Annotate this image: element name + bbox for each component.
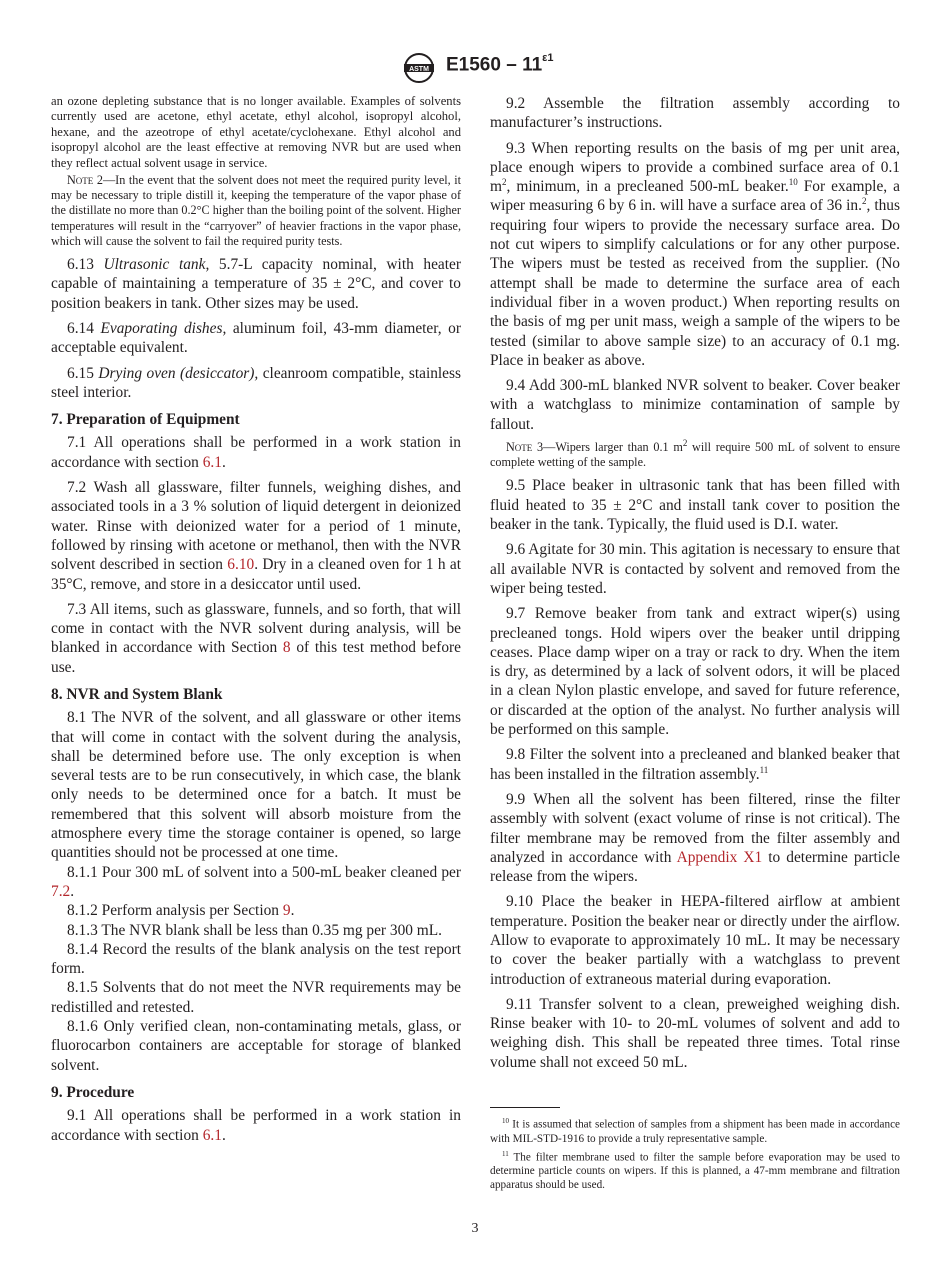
paragraph-9-10: 9.10 Place the beaker in HEPA-filtered airflow at ambient temperature. Position the beaker near or directly under the airflow. Allow to evaporate to approximately 10 mL. It may be necessary to cover the beaker partially with a watchglass to prevent introduction of extraneous material during evaporation. <box>490 893 900 988</box>
paragraph-6-13 <box>51 255 461 313</box>
superscript: 2 <box>861 196 867 207</box>
right-column <box>490 94 900 1078</box>
paragraph-9-8 <box>490 745 900 784</box>
note-3-text: —Wipers larger than 0.1 m <box>543 440 683 455</box>
paragraph-9-2: 9.2 Assemble the filtration assembly according to manufacturer’s instructions. <box>490 95 900 132</box>
note-2-text: —In the event that the solvent does not meet the required purity level, it may be necessary to triple distill it, keeping the temperature of the vapor phase of the distillate no more than 0.2°C higher than the boiling point of the solvent. Higher temperatures will result in the “carryover” of heavier fractions in the vapor phase, which will cause the solvent to fail the required purity tests. <box>51 173 462 248</box>
paragraph-text: 7.1 All operations shall be performed in a work station in accordance with section <box>51 434 461 471</box>
paragraph-8-1-3: 8.1.3 The NVR blank shall be less than 0.35 mg per 300 mL. <box>67 921 443 939</box>
paragraph-intro: an ozone depleting substance that is no longer available. Examples of solvents currently used are acetone, ethyl acetate, ethyl alcohol, isopropyl alcohol, hexane, and the azeotrope of ethyl acetate/cyclohexane. Ethyl alcohol and isopropyl alcohol are the least effective at removing NVR but are used when they reflect actual solvent usage in service. <box>51 94 461 170</box>
paragraph-7-1: 7.1 All operations shall be performed in a work station in accordance with section 6.1. <box>51 434 461 471</box>
paragraph-text: 8.1.2 Perform analysis per Section <box>67 902 280 920</box>
item-text: aluminum foil, 43-mm diameter, or acceptable equivalent. <box>51 319 461 357</box>
footnote-ref-10[interactable]: 10 <box>788 177 798 188</box>
paragraph-text: . Dry in a cleaned oven for 1 h at 35°C, remove, and store in a desiccator until used. <box>51 556 461 593</box>
paragraph-text: , thus requiring four wipers to provide the necessary surface area. Do not cut wipers to simplify calculations or for any other purpose. The wipers must be tested as received from the supplier. (No attempt shall be made to determine the surface area of each individual fiber in a woven product.) When reporting results on the basis of mg per unit mass, weigh a sample of the wipers to be tested (similar to above sample size) to an accuracy of 0.1 mg. Place in beaker as above. <box>490 197 900 369</box>
left-column <box>51 94 461 1151</box>
astm-logo-text: ASTM <box>409 66 429 73</box>
item-text: cleanroom compatible, stainless steel interior. <box>51 364 461 401</box>
note-3 <box>490 437 901 470</box>
footnote-11 <box>490 1147 900 1193</box>
section-7-heading: 7. Preparation of Equipment <box>51 411 240 429</box>
paragraph-9-5: 9.5 Place beaker in ultrasonic tank that has been filled with fluid heated to 35 ± 2°C and install tank cover to position the beaker in the tank. Typically, the fluid used is D.I. water. <box>490 477 900 534</box>
section-number: 6.13 <box>67 256 94 274</box>
section-9-heading: 9. Procedure <box>51 1083 135 1101</box>
paragraph-text: 7.2 Wash all glassware, filter funnels, weighing dishes, and associated tools in a 3 % solution of liquid detergent in deionized water. Rinse with deionized water for a period of 1 minute, followed by rinsing with acetone or methanol, then with the NVR solvent described in section <box>51 479 461 574</box>
paragraph-9-3 <box>490 139 900 371</box>
footnote-number: 11 <box>502 1149 509 1158</box>
item-text: 5.7-L capacity nominal, with heater capable of maintaining a temperature of 35 ± 2°C, and cover to position beakers in tank. Other sizes may be used. <box>51 256 461 312</box>
paragraph-text: 7.3 All items, such as glassware, funnels, and so forth, that will come in contact with the NVR solvent during analysis, will be blanked in accordance with Section <box>51 600 461 657</box>
paragraph-text: , minimum, in a precleaned 500-mL beaker. <box>506 178 789 196</box>
designation-text: E1560 – 11 <box>446 54 543 76</box>
paragraph-9-9 <box>490 790 900 886</box>
paragraph-6-14 <box>51 319 461 358</box>
paragraph-text: For example, a wiper measuring 6 by 6 in. will have a surface area of 36 in. <box>490 178 900 215</box>
footnote-number: 10 <box>502 1117 509 1125</box>
section-link[interactable]: 6.1 <box>202 453 222 471</box>
section-number: 6.14 <box>67 319 94 337</box>
paragraph-8-1-6: 8.1.6 Only verified clean, non-contaminating metals, glass, or fluorocarbon containers are acceptable for storage of blanked solvent. <box>51 1018 461 1074</box>
paragraph-8-1-4: 8.1.4 Record the results of the blank analysis on the test report form. <box>51 940 461 978</box>
footnote-10 <box>490 1114 900 1146</box>
footnote-ref-11[interactable]: 11 <box>759 764 769 775</box>
paragraph-text: 9.3 When reporting results on the basis of mg per unit area, place enough wipers to provide a combined surface area of 0.1 m <box>490 139 900 196</box>
paragraph-text: 8.1.1 Pour 300 mL of solvent into a 500-mL beaker cleaned per <box>67 863 461 881</box>
note-3-text: will require 500 mL of solvent to ensure complete wetting of the sample. <box>490 440 901 470</box>
item-title: Ultrasonic tank, <box>103 256 210 274</box>
footnotes <box>490 1107 900 1193</box>
appendix-link[interactable]: Appendix X1 <box>676 848 763 866</box>
astm-logo <box>400 52 438 84</box>
paragraph-text: of this test method before use. <box>51 639 461 676</box>
note-3-label: Note 3 <box>506 440 544 455</box>
paragraph-8-1-1: 8.1.1 Pour 300 mL of solvent into a 500-mL beaker cleaned per 7.2. <box>51 863 461 900</box>
item-title: Drying oven (desiccator), <box>98 364 259 382</box>
section-link[interactable]: 7.2 <box>51 882 71 900</box>
superscript: 2 <box>682 437 688 448</box>
page-number: 3 <box>471 1221 479 1236</box>
section-8-heading: 8. NVR and System Blank <box>51 685 223 703</box>
epsilon-superscript: ε1 <box>542 52 554 64</box>
section-link[interactable]: 6.10 <box>227 556 255 574</box>
paragraph-text: 9.1 All operations shall be performed in a work station in accordance with section <box>51 1107 461 1144</box>
paragraph-7-3 <box>51 600 461 677</box>
paragraph-8-1-5: 8.1.5 Solvents that do not meet the NVR requirements may be redistilled and retested. <box>51 979 461 1016</box>
paragraph-8-1: 8.1 The NVR of the solvent, and all glassware or other items that will come in contact with the solvent during the analysis, shall be determined before use. The only exception is when several tests are to be run consecutively, in which case, the blank only needs to be determined once for a batch. It must be remembered that this solvent will absorb moisture from the atmosphere every time the storage container is opened, so large quantities should not be processed at one time. <box>51 709 461 862</box>
document-designation <box>446 54 554 76</box>
section-link[interactable]: 8 <box>282 639 291 657</box>
superscript: 2 <box>501 177 507 188</box>
section-link[interactable]: 6.1 <box>202 1126 222 1144</box>
note-2-label: Note 2 <box>67 173 103 188</box>
paragraph-8-1-2: 8.1.2 Perform analysis per Section 9. <box>67 902 295 920</box>
section-number: 6.15 <box>67 364 94 382</box>
paragraph-9-1: 9.1 All operations shall be performed in a work station in accordance with section 6.1. <box>51 1107 461 1144</box>
paragraph-9-7: 9.7 Remove beaker from tank and extract wiper(s) using precleaned tongs. Hold wipers over the beaker until dripping ceases. Place damp wiper on a tray or rack to dry. When the item is dry, as determined by a lack of solvent odors, it will be placed in a clean Nylon plastic envelope, and saved for future reference, or discarded at the option of the analyst. No further analysis will be performed on this sample. <box>490 605 900 739</box>
paragraph-text: to determine particle release from the wipers. <box>490 848 901 886</box>
paragraph-6-15 <box>51 364 461 403</box>
paragraph-text: 9.8 Filter the solvent into a precleaned and blanked beaker that has been installed in the filtration assembly. <box>490 746 900 783</box>
paragraph-9-4: 9.4 Add 300-mL blanked NVR solvent to beaker. Cover beaker with a watchglass to minimize contamination of sample by fallout. <box>490 377 900 433</box>
footnote-text: The filter membrane used to filter the sample before evaporation may be used to determine particle counts on wipers. If this is planned, a 47-mm membrane and filtration apparatus should be used. <box>490 1151 900 1192</box>
section-link[interactable]: 9 <box>282 902 291 920</box>
paragraph-9-11: 9.11 Transfer solvent to a clean, preweighed weighing dish. Rinse beaker with 10- to 20-mL volumes of solvent and add to weighing dish. This shall be repeated three times. Total rinse volume shall not exceed 50 mL. <box>490 995 900 1071</box>
paragraph-7-2 <box>51 478 461 594</box>
footnote-rule <box>490 1107 560 1108</box>
item-title: Evaporating dishes, <box>100 319 227 337</box>
paragraph-text: 9.9 When all the solvent has been filtered, rinse the filter assembly with solvent (exact volume of rinse is not critical). The filter membrane may be removed from the filter assembly and analyzed in accordance with <box>490 790 900 866</box>
footnote-text: It is assumed that selection of samples from a shipment has been made in accordance with MIL-STD-1916 to provide a truly representative sample. <box>490 1118 901 1145</box>
paragraph-9-6: 9.6 Agitate for 30 min. This agitation is necessary to ensure that all available NVR is contacted by solvent and removed from the wiper being tested. <box>490 541 900 597</box>
note-2 <box>51 173 461 249</box>
